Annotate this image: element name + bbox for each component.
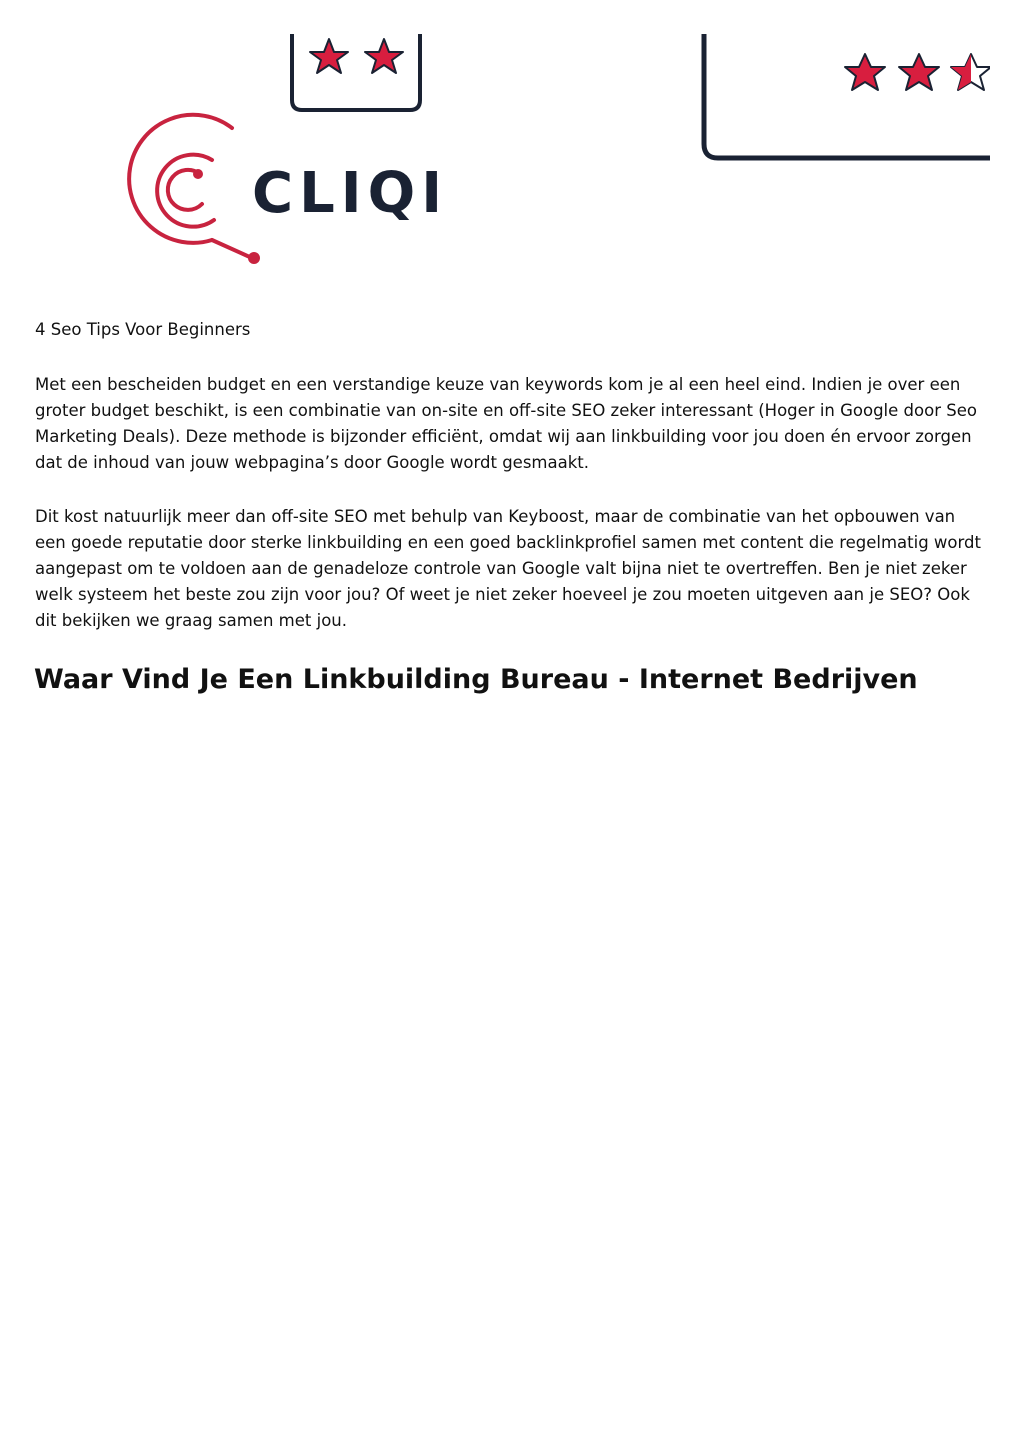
- cliqi-logo-icon: [129, 115, 252, 258]
- paragraph-budget: Met een bescheiden budget en een verstandige keuze van keywords kom je al een heel eind. Indien je over een groter budget beschikt, is een combinatie van on-site en off-site SEO zeker interessant (Hoger in Google door Seo Marketing Deals). Deze methode is bijzonder efficiënt, omdat wij aan linkbuilding voor jou doen én ervoor zorgen dat de inhoud van jouw webpagina’s door Google wordt gesmaakt.: [35, 375, 977, 472]
- rating-card-left: [292, 34, 420, 110]
- star-icon: [845, 54, 885, 90]
- image-caption: 4 Seo Tips Voor Beginners: [35, 320, 251, 339]
- star-icon: [310, 39, 348, 73]
- paragraph-keyboost: Dit kost natuurlijk meer dan off-site SEO met behulp van Keyboost, maar de combinatie van het opbouwen van een goede reputatie door sterke linkbuilding en een goed backlinkprofiel samen met content die regelmatig wordt aangepast om te voldoen aan de genadeloze controle van Google valt bijna niet te overtreffen. Ben je niet zeker welk systeem het beste zou zijn voor jou? Of weet je niet zeker hoeveel je zou moeten uitgeven aan je SEO? Ook dit bekijken we graag samen met jou.: [35, 507, 981, 630]
- star-icon: [899, 54, 939, 90]
- rating-card-right: [704, 34, 990, 158]
- hero-image: [34, 34, 990, 314]
- section-heading: Waar Vind Je Een Linkbuilding Bureau - Internet Bedrijven: [34, 664, 918, 695]
- logo-text: CLIQI: [252, 161, 449, 226]
- star-icon: [365, 39, 403, 73]
